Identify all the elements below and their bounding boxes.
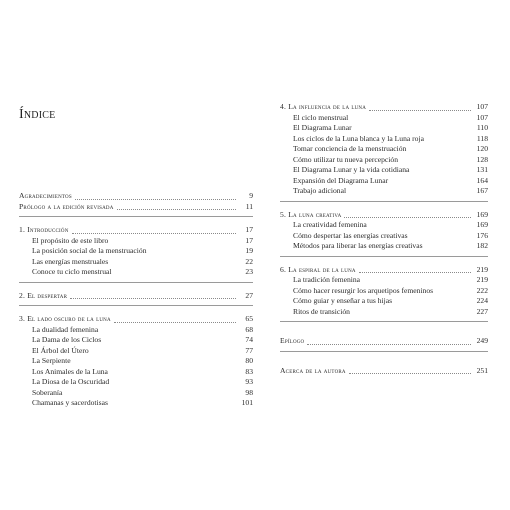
- toc-subentry: [19, 335, 253, 346]
- leader-dots: [70, 297, 236, 299]
- toc-subentry: [19, 377, 253, 388]
- entry-page: 77: [245, 345, 253, 355]
- entry-label: Los ciclos de la Luna blanca y la Luna roja: [293, 133, 424, 143]
- toc-subentry: [280, 113, 488, 124]
- toc-subentry: [19, 257, 253, 268]
- entry-label: El Diagrama Lunar y la vida cotidiana: [293, 165, 410, 174]
- toc-subentry: [280, 275, 488, 286]
- entry-page: 19: [245, 246, 253, 255]
- entry-label: Prólogo a la edición revisada: [19, 201, 114, 211]
- leader-dots: [359, 271, 471, 273]
- toc-subentry: [280, 176, 488, 187]
- entry-page: 9: [249, 191, 253, 200]
- toc-chapter-3: [19, 314, 253, 325]
- divider: [19, 282, 253, 283]
- entry-page: 11: [245, 201, 253, 211]
- toc-subentry: [280, 231, 488, 242]
- entry-label: Agradecimientos: [19, 191, 72, 200]
- divider: [280, 321, 488, 322]
- toc-subentry: [280, 165, 488, 176]
- toc-subentry: [19, 346, 253, 357]
- entry-label: La creatividad femenina: [293, 220, 367, 229]
- leader-dots: [349, 372, 471, 374]
- entry-page: 251: [476, 365, 488, 375]
- toc-left-column: [19, 191, 253, 409]
- leader-dots: [369, 109, 471, 111]
- entry-label: Cómo utilizar tu nueva percepción: [293, 154, 399, 164]
- chapter-label: 5. La luna creativa: [280, 209, 342, 219]
- entry-page: 17: [245, 235, 253, 245]
- entry-page: 98: [245, 387, 253, 397]
- leader-dots: [75, 198, 236, 200]
- toc-chapter-2: [19, 291, 253, 302]
- entry-page: 80: [245, 356, 253, 365]
- entry-label: Cómo guiar y enseñar a tus hijas: [293, 296, 393, 305]
- entry-page: 176: [476, 230, 488, 240]
- chapter-page: 17: [245, 225, 253, 234]
- toc-entry-prologue: [19, 202, 253, 213]
- toc-subentry: [280, 186, 488, 197]
- toc-entry-epilogue: [280, 336, 488, 347]
- entry-label: Cómo despertar las energías creativas: [293, 230, 408, 240]
- entry-label: El ciclo menstrual: [293, 112, 349, 122]
- entry-page: 219: [476, 275, 488, 284]
- toc-subentry: [280, 307, 488, 318]
- toc-subentry: [19, 267, 253, 278]
- toc-subentry: [19, 325, 253, 336]
- entry-page: 227: [476, 306, 488, 316]
- entry-label: La tradición femenina: [293, 275, 361, 284]
- entry-label: La dualidad femenina: [32, 324, 99, 334]
- toc-chapter-5: [280, 210, 488, 221]
- entry-page: 182: [476, 241, 488, 250]
- chapter-label: 1. Introducción: [19, 225, 69, 234]
- chapter-page: 219: [476, 264, 488, 274]
- toc-subentry: [280, 241, 488, 252]
- entry-label: El propósito de este libro: [32, 235, 109, 245]
- toc-entry-acknowledgements: [19, 191, 253, 202]
- toc-subentry: [19, 388, 253, 399]
- entry-page: 107: [476, 112, 488, 122]
- toc-chapter-1: [19, 225, 253, 236]
- entry-page: 131: [476, 165, 488, 174]
- entry-label: Conoce tu ciclo menstrual: [32, 267, 112, 276]
- entry-page: 22: [245, 256, 253, 266]
- leader-dots: [344, 216, 471, 218]
- entry-page: 68: [245, 324, 253, 334]
- entry-page: 224: [476, 296, 488, 305]
- entry-label: Acerca de la autora: [280, 365, 346, 375]
- leader-dots: [117, 208, 236, 210]
- chapter-label: 6. La espiral de la luna: [280, 264, 356, 274]
- divider: [280, 351, 488, 352]
- toc-subentry: [280, 220, 488, 231]
- chapter-label: 2. El despertar: [19, 290, 68, 300]
- entry-label: Los Animales de la Luna: [32, 366, 108, 376]
- divider: [280, 201, 488, 202]
- entry-label: Tomar conciencia de la menstruación: [293, 144, 407, 153]
- entry-page: 118: [476, 133, 488, 143]
- chapter-page: 27: [245, 290, 253, 300]
- toc-subentry: [280, 144, 488, 155]
- chapter-label: 4. La influencia de la luna: [280, 102, 367, 111]
- chapter-page: 169: [476, 209, 488, 219]
- entry-label: La posición social de la menstruación: [32, 246, 147, 255]
- entry-page: 167: [476, 186, 488, 195]
- toc-subentry: [280, 134, 488, 145]
- toc-subentry: [19, 246, 253, 257]
- toc-subentry: [280, 296, 488, 307]
- entry-label: Chamanas y sacerdotisas: [32, 398, 108, 407]
- leader-dots: [114, 321, 236, 323]
- entry-page: 120: [476, 144, 488, 153]
- entry-label: La Serpiente: [32, 356, 71, 365]
- entry-label: Las energías menstruales: [32, 256, 109, 266]
- toc-chapter-6: [280, 265, 488, 276]
- toc-subentry: [280, 286, 488, 297]
- entry-label: Trabajo adicional: [293, 186, 347, 195]
- chapter-page: 65: [245, 314, 253, 323]
- entry-page: 222: [476, 285, 488, 295]
- entry-label: Epílogo: [280, 336, 305, 345]
- toc-subentry: [280, 123, 488, 134]
- toc-subentry: [19, 236, 253, 247]
- divider: [280, 256, 488, 257]
- toc-chapter-4: [280, 102, 488, 113]
- entry-page: 110: [476, 123, 488, 132]
- divider: [19, 305, 253, 306]
- toc-subentry: [19, 398, 253, 409]
- page-title: Índice: [19, 107, 56, 122]
- entry-label: El Diagrama Lunar: [293, 123, 352, 132]
- entry-label: Ritos de transición: [293, 306, 350, 316]
- entry-label: Expansión del Diagrama Lunar: [293, 175, 389, 185]
- toc-subentry: [19, 356, 253, 367]
- chapter-page: 107: [476, 102, 488, 111]
- entry-label: El Árbol del Útero: [32, 345, 89, 355]
- entry-label: Cómo hacer resurgir los arquetipos femeninos: [293, 285, 434, 295]
- entry-page: 23: [245, 267, 253, 276]
- entry-page: 164: [476, 175, 488, 185]
- entry-label: La Dama de los Ciclos: [32, 335, 102, 344]
- entry-page: 83: [245, 366, 253, 376]
- entry-page: 101: [241, 398, 253, 407]
- toc-entry-about-author: [280, 366, 488, 377]
- entry-page: 74: [245, 335, 253, 344]
- entry-label: Métodos para liberar las energías creativas: [293, 241, 423, 250]
- chapter-label: 3. El lado oscuro de la luna: [19, 314, 111, 323]
- divider: [19, 216, 253, 217]
- entry-page: 169: [476, 220, 488, 229]
- entry-page: 93: [245, 377, 253, 386]
- entry-label: Soberanía: [32, 387, 63, 397]
- leader-dots: [307, 343, 471, 345]
- entry-page: 128: [476, 154, 488, 164]
- entry-label: La Diosa de la Oscuridad: [32, 377, 110, 386]
- entry-page: 249: [476, 336, 488, 345]
- toc-subentry: [19, 367, 253, 378]
- leader-dots: [72, 232, 236, 234]
- toc-right-column: [280, 102, 488, 376]
- toc-subentry: [280, 155, 488, 166]
